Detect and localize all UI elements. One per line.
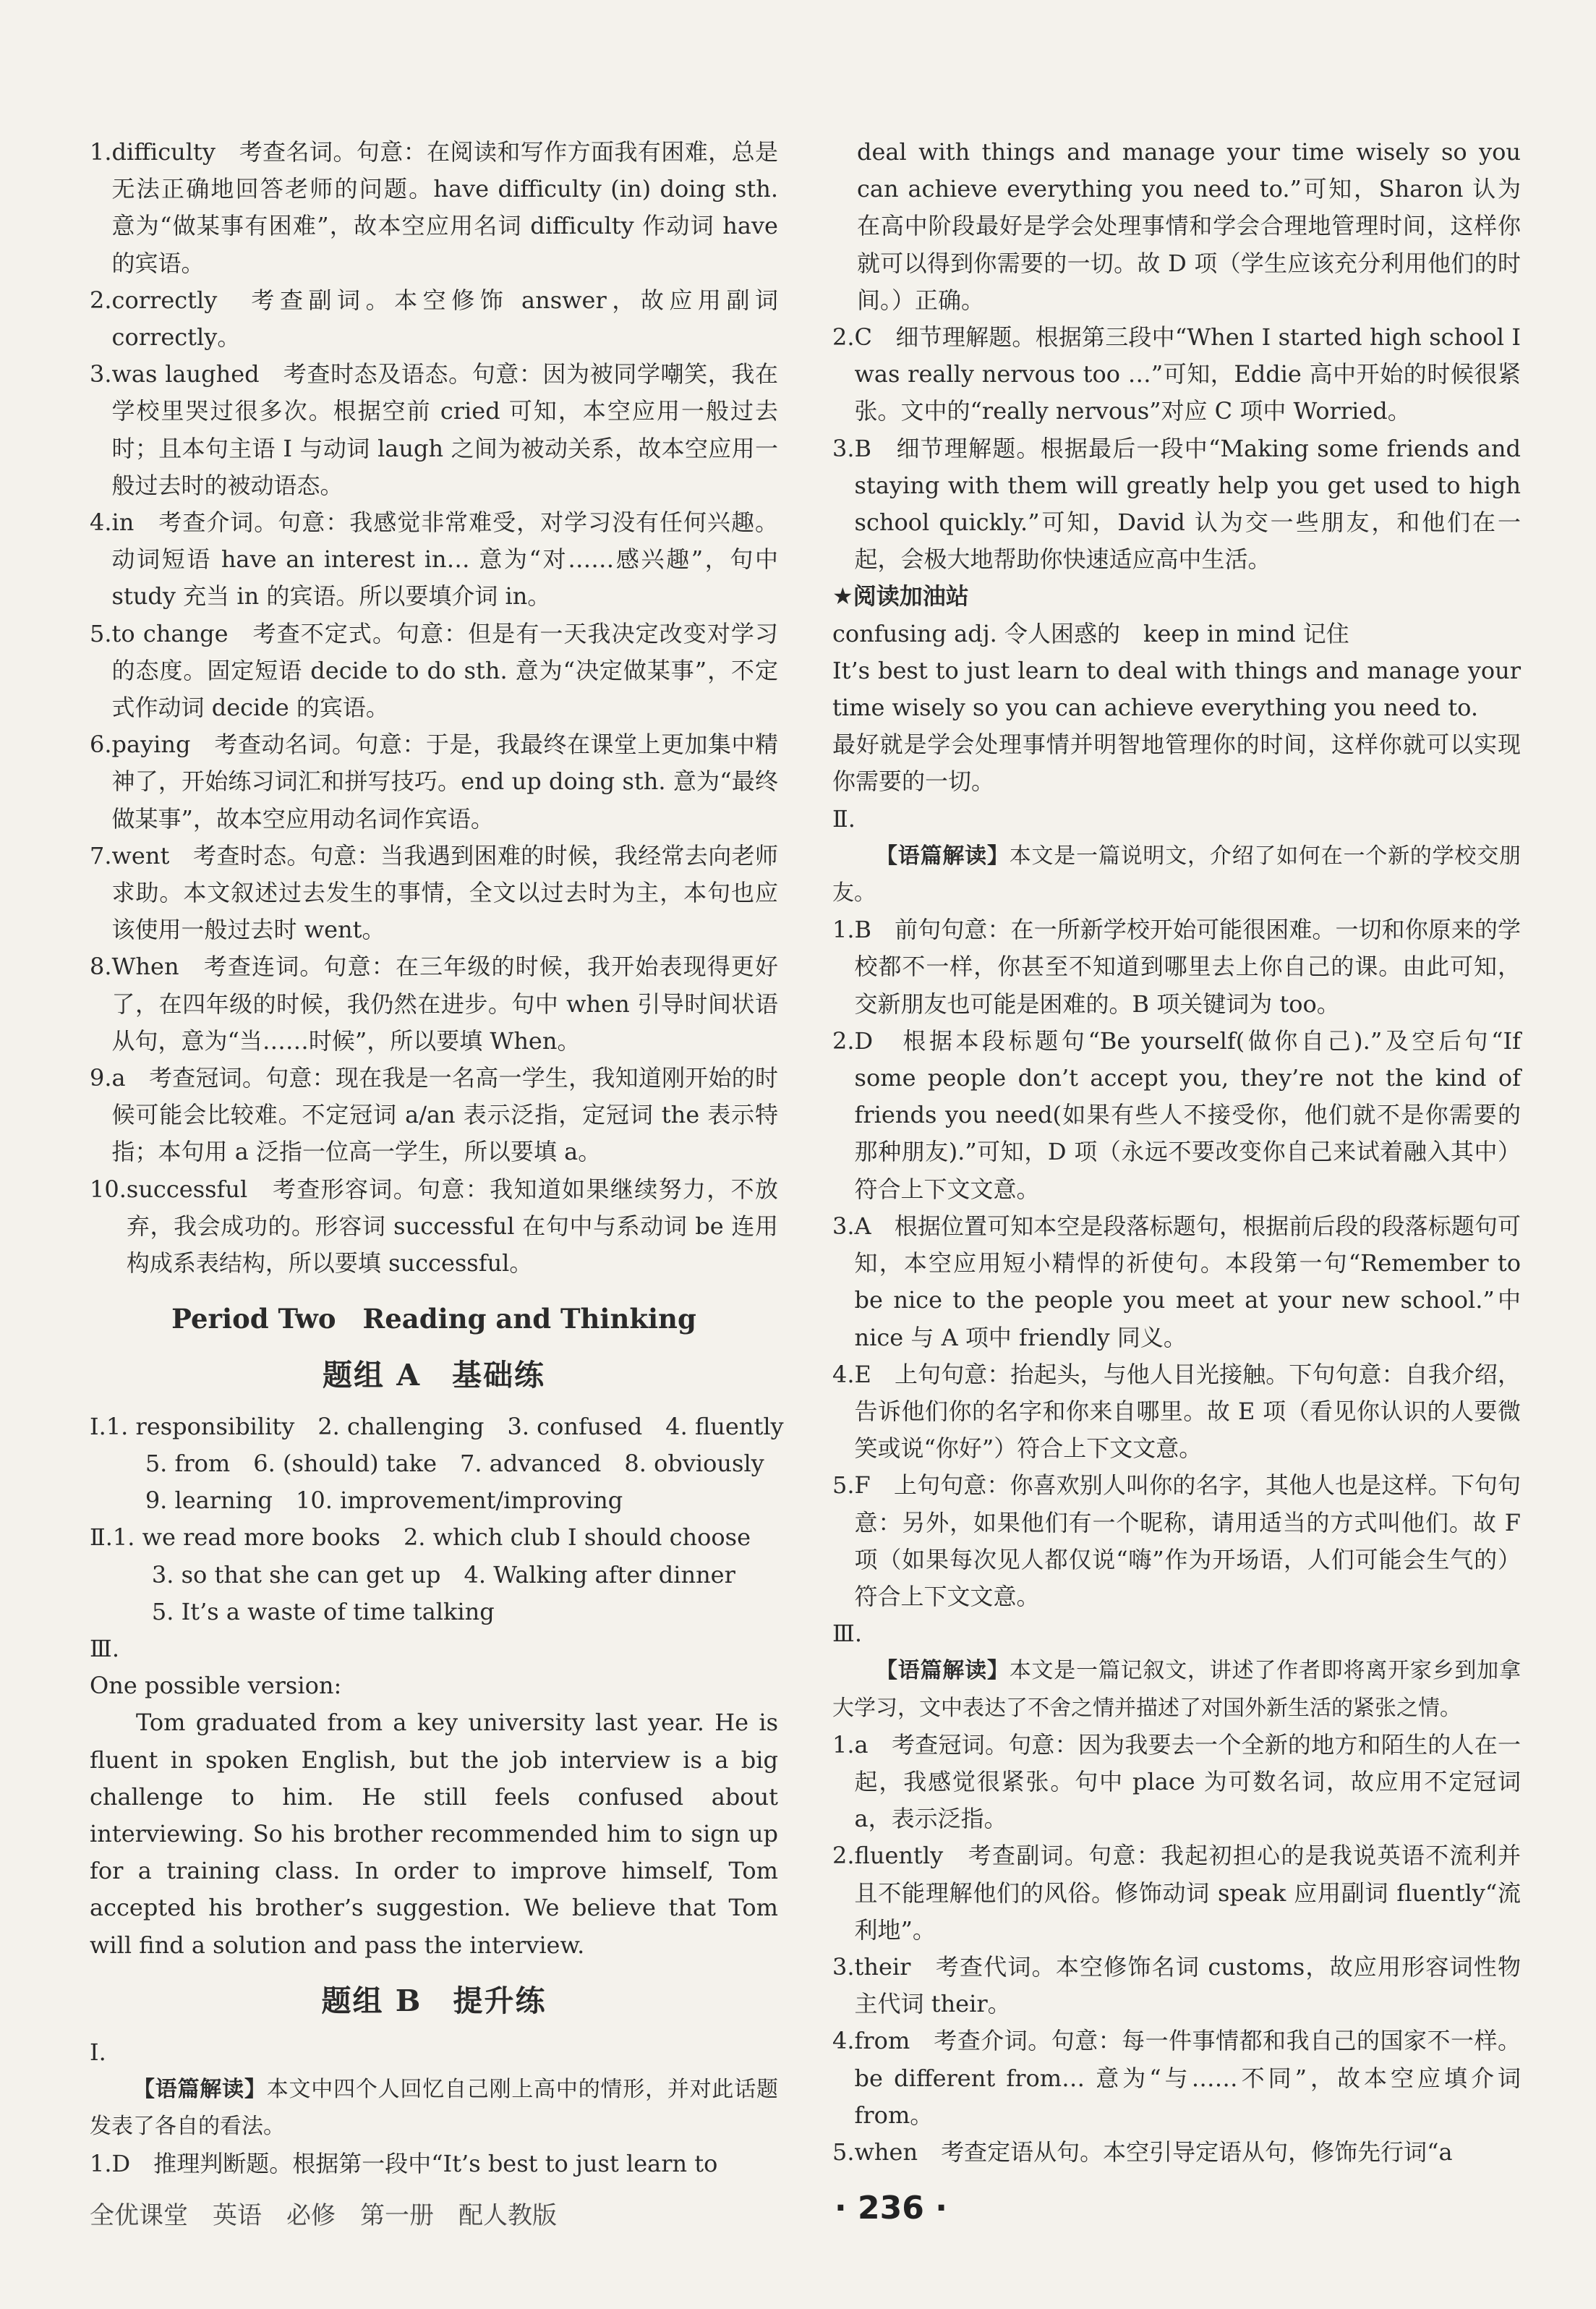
answer-item (832, 2134, 1521, 2171)
answer-item (832, 319, 1521, 430)
answer-list-reading-one (832, 319, 1521, 578)
item-text: D 根据本段标题句“Be yourself(做你自己).”及空后句“If some people don’t accept you, they’re not the kind of friends you need(如果有些人不接受你，他们就不是你需要的那种朋友).”可知，D 项（永远不要改变你自己来试着融入其中）符合上下文文意。 (854, 1026, 1521, 1203)
item-text: E 上句句意：抬起头，与他人目光接触。下句句意：自我介绍，告诉他们你的名字和你来自哪里。故 E 项（看见你认识的人要微笑或说“你好”）符合上下文文意。 (854, 1360, 1521, 1463)
answer-item (90, 838, 778, 949)
answer-line: 5. It’s a waste of time talking (151, 1597, 495, 1625)
answer-item (90, 2146, 778, 2182)
item-text: F 上句句意：你喜欢别人叫你的名字，其他人也是这样。下句句意：另外，如果他们有一个昵称，请用适当的方式叫他们。故 F 项（如果每次见人都仅说“嗨”作为开场语，人们可能会生气的）符合上下文文意。 (854, 1471, 1521, 1610)
answer-item (832, 2023, 1521, 2134)
answer-line: 1. we read more books 2. which club I should choose (112, 1523, 751, 1552)
item-number: 2. (832, 1026, 855, 1055)
answer-item (90, 1060, 778, 1171)
item-text: difficulty 考查名词。句意：在阅读和写作方面我有困难，总是无法正确地回答老师的问题。have difficulty (in) doing sth. 意为“做某事有困难”，故本空应用名词 difficulty 作动词 have 的宾语。 (111, 138, 778, 277)
section-b-one-label: Ⅰ. (90, 2038, 106, 2066)
reading-analysis-body: 本文是一篇说明文，介绍了如何在一个新的学校交朋友。 (832, 843, 1522, 906)
reading-analysis-body: 本文中四个人回忆自己刚上高中的情形，并对此话题发表了各自的看法。 (90, 2077, 779, 2140)
group-b-heading: 题组 B 提升练 (321, 1983, 547, 2018)
item-text: paying 考查动名词。句意：于是，我最终在课堂上更加集中精神了，开始练习词汇和拼写技巧。end up doing sth. 意为“最终做某事”，故本空应用动名词作宾语。 (111, 731, 778, 833)
item-text: D 推理判断题。根据第一段中“It’s best to just learn to (111, 2149, 718, 2177)
item-text: B 前句句意：在一所新学校开始可能很困难。一切和你原来的学校都不一样，你甚至不知道到哪里去上你自己的课。由此可知，交新朋友也可能是困难的。B 项关键词为 too。 (854, 916, 1521, 1018)
page-number: · 236 · (835, 2190, 947, 2227)
period-heading: Period Two Reading and Thinking (171, 1303, 696, 1335)
answer-item (832, 1837, 1521, 1949)
answer-item (832, 1208, 1521, 1356)
section-one (90, 1408, 784, 1520)
page-footer (90, 2190, 1506, 2232)
key-sentence-cn: 最好就是学会处理事情并明智地管理你的时间，这样你就可以实现你需要的一切。 (832, 731, 1521, 796)
item-number: 4. (90, 509, 112, 537)
key-sentence-en: It’s best to just learn to deal with things and manage your time wisely so you can achieve everything you need to. (832, 656, 1521, 722)
answer-item (90, 948, 778, 1060)
reading-analysis-tag: 【语篇解读】 (876, 843, 1010, 869)
answer-item (90, 616, 778, 727)
reading-analysis-3 (832, 1652, 1521, 1726)
book-title: 全优课堂 英语 必修 第一册 配人教版 (90, 2201, 557, 2230)
possible-version-label: One possible version: (90, 1672, 342, 1700)
item-text: fluently 考查副词。句意：我起初担心的是我说英语不流利并且不能理解他们的风俗。修饰动词 speak 应用副词 fluently“流利地”。 (854, 1842, 1521, 1944)
answer-line: 5. from 6. (should) take 7. advanced 8. obviously (145, 1449, 764, 1477)
group-a-heading: 题组 A 基础练 (322, 1357, 546, 1392)
continued-explanation: deal with things and manage your time wisely so you can achieve everything you need to.”可知，Sharon 认为在高中阶段最好是学会处理事情和学会合理地管理时间，这样你就可以得到你需要的一切。故 D 项（学生应该充分利用他们的时间。）正确。 (857, 138, 1521, 314)
item-number: 5. (90, 619, 112, 647)
reading-analysis (90, 2071, 778, 2145)
answer-item (832, 911, 1521, 1023)
item-text: when 考查定语从句。本空引导定语从句，修饰先行词“a (854, 2138, 1453, 2166)
item-number: 4. (832, 2027, 855, 2055)
item-text: When 考查连词。句意：在三年级的时候，我开始表现得更好了，在四年级的时候，我仍然在进步。句中 when 引导时间状语从句，意为“当……时候”，所以要填 When。 (111, 953, 778, 1055)
reading-analysis-tag: 【语篇解读】 (133, 2077, 267, 2103)
answer-item (90, 1171, 778, 1283)
item-text: correctly 考查副词。本空修饰 answer，故应用副词 correctly。 (111, 286, 778, 352)
left-column (90, 134, 784, 2182)
answer-item (832, 1356, 1521, 1468)
answer-item (90, 282, 778, 356)
answer-list-period-one (90, 134, 778, 1282)
answer-item (832, 1727, 1521, 1838)
item-text: went 考查时态。句意：当我遇到困难的时候，我经常去向老师求助。本文叙述过去发生的事情，全文以过去时为主，本句也应该使用一般过去时 went。 (111, 841, 778, 944)
reading-analysis-body: 本文是一篇记叙文，讲述了作者即将离开家乡到加拿大学习，文中表达了不舍之情并描述了对国外新生活的紧张之情。 (832, 1658, 1522, 1721)
answer-item (90, 504, 778, 616)
answer-list-reading-two (832, 911, 1521, 1615)
item-text: was laughed 考查时态及语态。句意：因为被同学嘲笑，我在学校里哭过很多次。根据空前 cried 可知，本空应用一般过去时；且本句主语 I 与动词 laugh 之间为被动关系，故本空应用一般过去时的被动语态。 (111, 360, 778, 499)
item-number: 1. (832, 1730, 855, 1759)
answer-item (832, 430, 1521, 579)
item-number: 2. (832, 323, 855, 352)
answer-item (90, 726, 778, 838)
vocab-line: confusing adj. 令人困惑的 keep in mind 记住 (832, 619, 1349, 647)
section-label: Ⅱ. (90, 1523, 113, 1552)
item-number: 1. (90, 138, 112, 166)
section-label: Ⅰ. (90, 1412, 106, 1440)
reading-boost-title: ★阅读加油站 (832, 582, 969, 611)
section-three-label: Ⅲ. (90, 1634, 120, 1662)
item-number: 2. (90, 286, 112, 314)
section-two (90, 1519, 778, 1630)
reading-analysis-tag: 【语篇解读】 (876, 1658, 1010, 1684)
item-number: 3. (832, 1952, 855, 1981)
right-column (832, 134, 1521, 2171)
answer-line: 9. learning 10. improvement/improving (145, 1487, 623, 1515)
answer-item (90, 356, 778, 504)
item-number: 5. (832, 1471, 855, 1500)
item-text: successful 考查形容词。句意：我知道如果继续努力，不放弃，我会成功的。形容词 successful 在句中与系动词 be 连用构成系表结构，所以要填 successful。 (126, 1175, 778, 1277)
answer-list-reading-three (832, 1727, 1521, 2171)
item-text: from 考查介词。句意：每一件事情都和我自己的国家不一样。be different from… 意为“与……不同”，故本空应填介词 from。 (854, 2027, 1521, 2129)
item-number: 3. (832, 1212, 855, 1240)
section-three-label: Ⅲ. (832, 1620, 863, 1648)
item-number: 3. (90, 360, 112, 388)
answer-line: 3. so that she can get up 4. Walking after dinner (151, 1560, 735, 1589)
item-text: in 考查介词。句意：我感觉非常难受，对学习没有任何兴趣。动词短语 have an interest in… 意为“对……感兴趣”，句中 study 充当 in 的宾语。所以要填介词 in。 (111, 509, 778, 611)
section-two-label: Ⅱ. (832, 804, 855, 833)
item-number: 6. (90, 731, 112, 759)
item-number: 5. (832, 2138, 855, 2166)
answer-item (832, 1949, 1521, 2023)
item-text: to change 考查不定式。句意：但是有一天我决定改变对学习的态度。固定短语 decide to do sth. 意为“决定做某事”，不定式作动词 decide 的宾语。 (111, 619, 778, 722)
item-text: C 细节理解题。根据第三段中“When I started high school I was really nervous too …”可知，Eddie 高中开始的时候很紧张。文中的“really nervous”对应 C 项中 Worried。 (854, 323, 1521, 425)
item-text: B 细节理解题。根据最后一段中“Making some friends and staying with them will greatly help you get used to high school quickly.”可知，David 认为交一些朋友，和他们在一起，会极大地帮助你快速适应高中生活。 (854, 434, 1521, 574)
item-number: 3. (832, 434, 855, 462)
answer-item (832, 1467, 1521, 1615)
item-number: 9. (90, 1064, 112, 1092)
answer-line: 1. responsibility 2. challenging 3. confused 4. fluently (106, 1412, 784, 1440)
item-text: a 考查冠词。句意：现在我是一名高一学生，我知道刚开始的时候可能会比较难。不定冠词 a/an 表示泛指，定冠词 the 表示特指；本句用 a 泛指一位高一学生，所以要填 a。 (111, 1064, 778, 1166)
item-number: 1. (832, 916, 855, 944)
item-number: 2. (832, 1842, 855, 1870)
sample-essay: Tom graduated from a key university last year. He is fluent in spoken English, but the job interview is a big challenge to him. He still feels confused about interviewing. So his brother recommended him to sign up for a training class. In order to improve himself, Tom accepted his brother’s suggestion. We believe that Tom will find a solution and pass the interview. (90, 1709, 778, 1959)
item-text: their 考查代词。本空修饰名词 customs，故应用形容词性物主代词 their。 (854, 1952, 1521, 2018)
answer-item (832, 1023, 1521, 1208)
answer-item (90, 134, 778, 282)
item-number: 7. (90, 841, 112, 869)
item-number: 8. (90, 953, 112, 981)
item-text: A 根据位置可知本空是段落标题句，根据前后段的段落标题句可知，本空应用短小精悍的祈使句。本段第一句“Remember to be nice to the people you meet at your new school.”中 nice 与 A 项中 friendly 同义。 (854, 1212, 1521, 1351)
item-number: 4. (832, 1360, 855, 1388)
item-number: 1. (90, 2149, 112, 2177)
item-text: a 考查冠词。句意：因为我要去一个全新的地方和陌生的人在一起，我感觉很紧张。句中 place 为可数名词，故应用不定冠词 a，表示泛指。 (854, 1730, 1521, 1833)
item-number: 10. (90, 1175, 127, 1203)
reading-analysis-2 (832, 838, 1521, 911)
